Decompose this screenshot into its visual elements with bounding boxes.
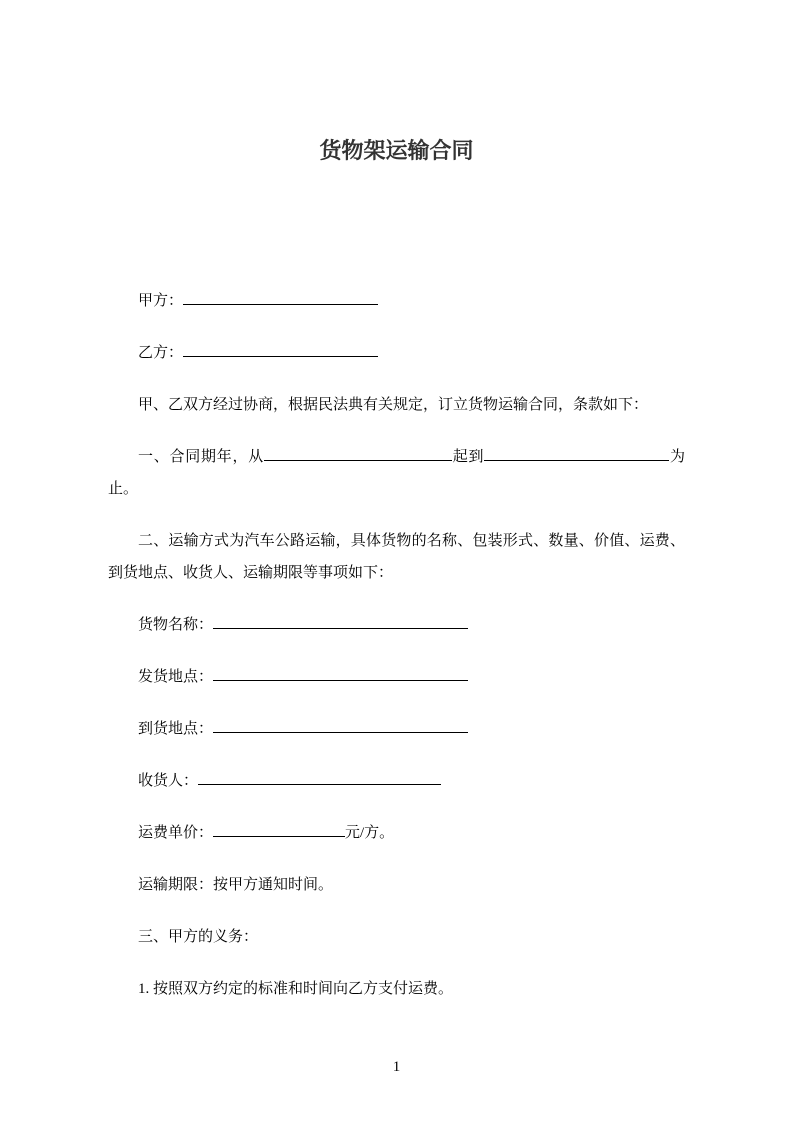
transport-period-line: 运输期限：按甲方通知时间。: [138, 877, 334, 893]
consignee-label: 收货人：: [138, 773, 199, 789]
goods-name-line: [108, 609, 685, 641]
clause2-paragraph: 二、运输方式为汽车公路运输，具体货物的名称、包装形式、数量、价值、运费、到货地点、收货人、运输期限等事项如下：: [108, 533, 685, 581]
freight-unit-price-blank: [213, 821, 345, 837]
clause1-end-date-blank: [484, 445, 669, 461]
page-number: 1: [392, 1059, 401, 1075]
goods-name-blank: [213, 613, 468, 629]
freight-unit-price-line: [108, 817, 685, 849]
intro-paragraph: 甲、乙双方经过协商，根据民法典有关规定，订立货物运输合同，条款如下：: [138, 397, 649, 413]
party-b-blank: [183, 341, 378, 357]
party-b-label: 乙方：: [138, 345, 184, 361]
arrival-place-line: [108, 713, 685, 745]
dispatch-place-blank: [213, 665, 468, 681]
party-b-line: [108, 337, 685, 369]
freight-unit-price-suffix: 元/方。: [345, 825, 395, 841]
consignee-blank: [198, 769, 441, 785]
clause1-start-date-blank: [264, 445, 452, 461]
clause1-middle: 起到: [451, 449, 485, 465]
party-a-label: 甲方：: [138, 293, 184, 309]
goods-name-label: 货物名称：: [138, 617, 214, 633]
clause1-prefix: 一、合同期年，从: [138, 449, 264, 465]
freight-unit-price-label: 运费单价：: [138, 825, 214, 841]
dispatch-place-line: [108, 661, 685, 693]
party-a-line: [108, 285, 685, 317]
document-title: 货物架运输合同: [319, 138, 474, 163]
dispatch-place-label: 发货地点：: [138, 669, 214, 685]
arrival-place-blank: [213, 717, 468, 733]
party-a-blank: [183, 289, 378, 305]
clause3-heading: 三、甲方的义务：: [138, 929, 259, 945]
clause3-item1: 1. 按照双方约定的标准和时间向乙方支付运费。: [138, 981, 454, 997]
clause1-suffix: 为止。: [108, 449, 685, 497]
clause1-paragraph: [108, 441, 685, 505]
arrival-place-label: 到货地点：: [138, 721, 214, 737]
consignee-line: [108, 765, 685, 797]
